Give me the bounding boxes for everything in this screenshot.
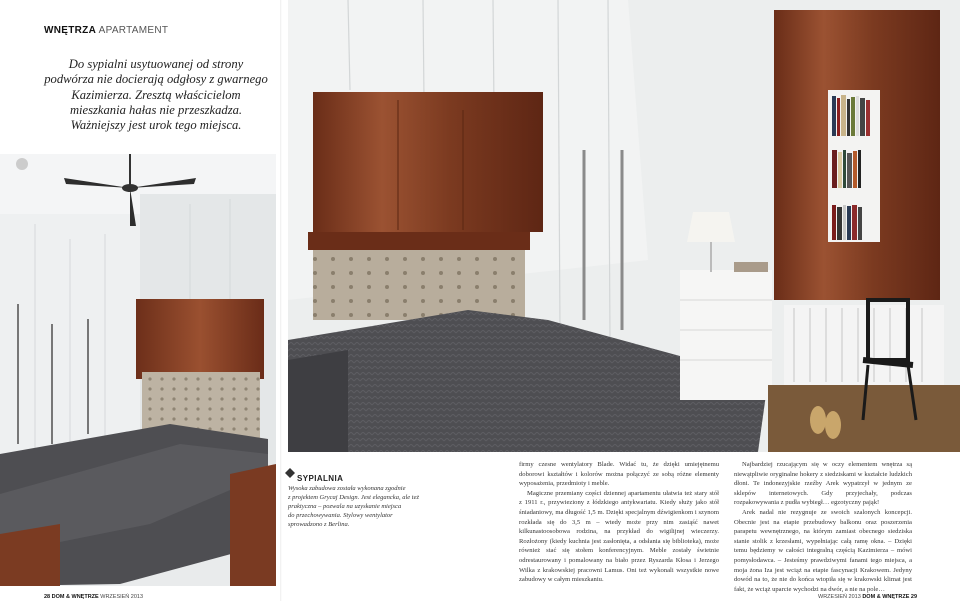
page-number-left: 28: [44, 594, 51, 600]
folio-right: [818, 594, 917, 600]
section-title: WNĘTRZA: [44, 25, 97, 36]
body-column-1: [519, 460, 719, 585]
caption-title: SYPIALNIA: [297, 474, 344, 483]
photo-caption: [288, 484, 438, 529]
caption-line: do przechowywania. Stylowy wentylator: [288, 512, 393, 519]
magazine-brand: DOM & WNĘTRZE: [862, 594, 910, 600]
caption-line: sprowadzono z Berlina.: [288, 521, 350, 528]
body-column-2: [734, 460, 912, 594]
page-number-right: 29: [910, 594, 918, 600]
pull-quote-line: Do sypialni usytuowanej od strony: [68, 57, 244, 71]
caption-diamond-icon: [285, 468, 295, 478]
page-gutter: [280, 0, 282, 601]
pull-quote-line: Kazimierza. Zresztą właścicielom: [71, 87, 241, 102]
bedroom-photo-left: [0, 154, 276, 586]
issue-date: WRZESIEŃ 2013: [100, 594, 144, 600]
section-subtitle: APARTAMENT: [98, 25, 169, 36]
body-paragraph: Arek nadal nie rezygnuje ze swoich szalonych koncepcji. Obecnie jest na etapie przebudowy balkonu oraz poszerzenia parapetu wewnętrznego, na którym zamiast obecnego siedziska stanie stolik z krzesłami, wypełniając całą ramę okna. – Dzięki temu będziemy w całości integralną częścią Kazimierza – mówi pomysłodawca. – Jesteśmy prawdziwymi fanami tego miejsca, a moja żona Iza jest wciąż na etapie fascynacji Krakowem. Jedyny dowód na to, że nie do końca wtopiła się w krakowski klimat jest fakt, że wciąż uparcie wychodzi na dwór, a nie na pole…: [734, 508, 912, 593]
body-paragraph: Magiczne przemiany części dziennej apartamentu ułatwia też stary stół z 1911 r., przywieziony z łódzkiego antykwariatu. Kiedy służy jako stół śniadaniowy, ma długość 1,5 m. Dzięki specjalnym dźwigienkom i szynom rozkłada się do 3,5 m – wtedy może przy nim zasiąść nawet kilkunastoosobowa rodzina, na przykład do wigilijnej wieczerzy. Rozłożony (kiedy kuchnia jest zasłonięta, a odsłania się biblioteka), może również stać się stołem konferencyjnym. Meble zostały świetnie odrestaurowany i pomalowany na biało przez Ryszarda Kłosa i Jerzego Wilka z krakowskiej pracowni Lamus. Oni też wykonali wszystkie nowe zabudowy w całym mieszkaniu.: [519, 489, 719, 584]
caption-line: Wysoka zabudowa została wykonana zgodnie: [288, 485, 406, 492]
caption-line: praktyczna – pozwala na uzyskanie miejsca: [288, 503, 402, 510]
body-paragraph: Najbardziej rzucającym się w oczy elementem wnętrza są niewątpliwie oryginalne hokery z siedziskami w kształcie ludzkich dłoni. Te indonezyjskie rzeźby Arek wypatrzył w jednym ze sklepów internetowych. Gdy przyjechały, podczas rozpakowywania z pudła wybiegł… egzotyczny pająk!: [734, 461, 912, 507]
section-header: [44, 25, 168, 36]
body-paragraph: firmy czesne wentylatory Blade. Widać tu, że dzięki umiejętnemu doborowi kształtów i kolorów można połączyć ze sobą różne elementy wyposażenia, przedmioty i meble.: [519, 461, 719, 488]
caption-line: z projektem Grycaj Design. Jest elegancka, ale też: [288, 494, 419, 501]
pull-quote-line: Ważniejszy jest urok tego miejsca.: [70, 118, 242, 133]
pull-quote-line: mieszkania hałas nie przeszkadza.: [69, 102, 243, 117]
issue-date: WRZESIEŃ 2013: [818, 594, 861, 600]
magazine-brand: DOM & WNĘTRZE: [51, 594, 99, 600]
folio-left: [44, 594, 143, 600]
pull-quote: [36, 57, 276, 133]
bedroom-photo-right: [288, 0, 960, 452]
pull-quote-line: podwórza nie docierają odgłosy z gwarnego: [44, 72, 268, 87]
